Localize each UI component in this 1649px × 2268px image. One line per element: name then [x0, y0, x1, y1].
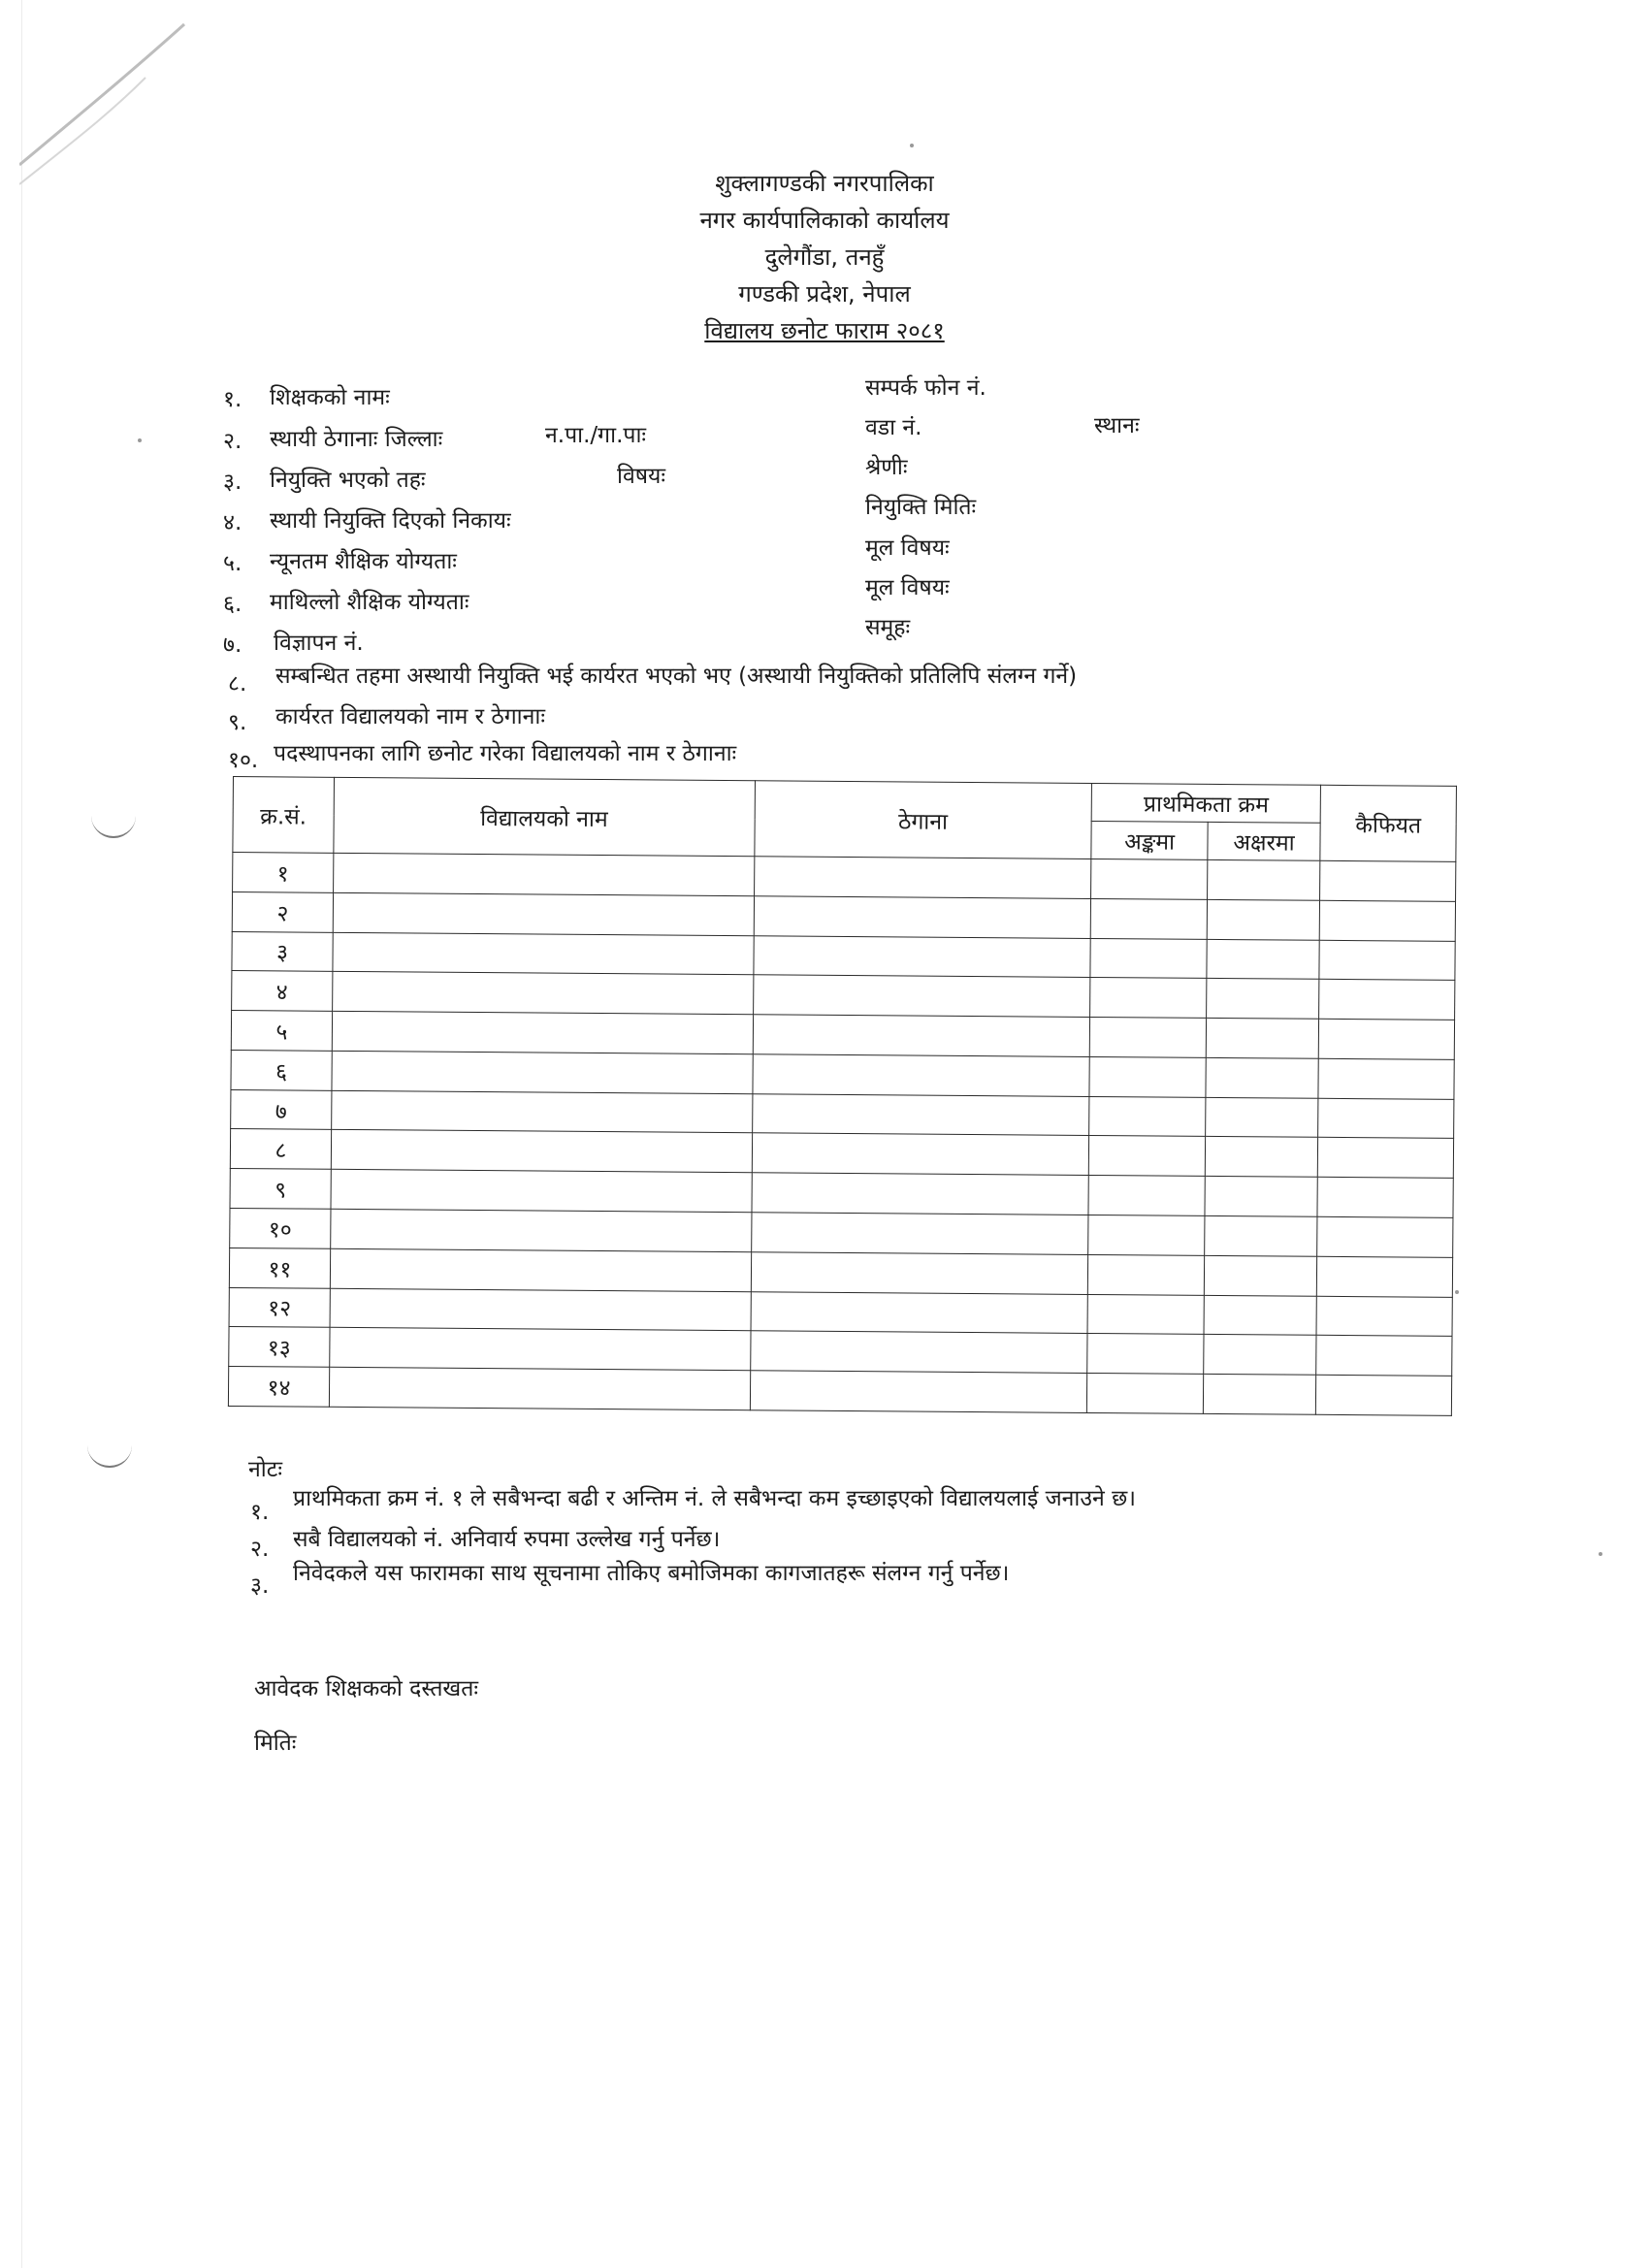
row-number: ७	[231, 1089, 332, 1130]
row-number: २	[232, 891, 333, 932]
field-number: १.	[223, 387, 242, 412]
row-number: ४	[232, 971, 333, 1012]
priority-digits-cell[interactable]	[1088, 1215, 1205, 1255]
label-main-subject: मूल विषयः	[865, 535, 950, 561]
signature-date: मितिः	[254, 1731, 297, 1756]
address-cell[interactable]	[751, 1213, 1088, 1255]
remarks-cell[interactable]	[1319, 900, 1455, 941]
school-name-cell[interactable]	[333, 853, 754, 895]
field-number: ७.	[223, 632, 242, 658]
priority-digits-cell[interactable]	[1090, 938, 1207, 979]
priority-words-cell[interactable]	[1204, 1295, 1316, 1336]
row-number: १०	[230, 1209, 331, 1249]
address-cell[interactable]	[750, 1331, 1087, 1374]
school-choice-table	[228, 776, 1457, 1416]
address-cell[interactable]	[753, 935, 1090, 978]
remarks-cell[interactable]	[1316, 1256, 1452, 1297]
address-cell[interactable]	[751, 1291, 1088, 1334]
address-cell[interactable]	[751, 1252, 1088, 1295]
label-ward: वडा नं.	[865, 415, 922, 440]
note-number: ३.	[250, 1573, 270, 1599]
field-appointing-body: स्थायी नियुक्ति दिएको निकायः	[270, 508, 511, 534]
row-number: ११	[229, 1247, 330, 1288]
label-main-subject: मूल विषयः	[865, 575, 950, 600]
school-name-cell[interactable]	[329, 1367, 750, 1409]
field-number: ४.	[223, 510, 242, 535]
field-current-school: कार्यरत विद्यालयको नाम र ठेगानाः	[275, 704, 545, 729]
priority-words-cell[interactable]	[1203, 1375, 1315, 1415]
field-number: ३.	[223, 470, 242, 495]
scan-speck	[138, 438, 142, 442]
field-advertisement-no: विज्ञापन नं.	[274, 631, 364, 656]
priority-words-cell[interactable]	[1207, 939, 1319, 980]
school-name-cell[interactable]	[331, 1130, 752, 1173]
address-cell[interactable]	[753, 1015, 1090, 1057]
school-name-cell[interactable]	[332, 1051, 753, 1093]
remarks-cell[interactable]	[1315, 1375, 1451, 1415]
remarks-cell[interactable]	[1318, 1098, 1454, 1139]
row-number: १४	[228, 1367, 329, 1408]
school-name-cell[interactable]	[330, 1328, 751, 1371]
remarks-cell[interactable]	[1316, 1296, 1452, 1337]
school-name-cell[interactable]	[333, 932, 754, 975]
priority-digits-cell[interactable]	[1088, 1136, 1205, 1177]
field-teacher-name: शिक्षकको नामः	[270, 385, 390, 410]
school-name-cell[interactable]	[333, 892, 754, 935]
remarks-cell[interactable]	[1319, 980, 1455, 1021]
row-number: ५	[231, 1011, 332, 1052]
priority-digits-cell[interactable]	[1091, 859, 1208, 899]
row-number: ६	[231, 1050, 332, 1090]
note-text: निवेदकले यस फारामका साथ सूचनामा तोकिए बमोजिमका कागजातहरू संलग्न गर्नु पर्नेछ।	[293, 1561, 1010, 1586]
label-place: स्थानः	[1094, 413, 1140, 438]
field-number: २.	[223, 429, 242, 454]
col-header-in-digits: अङ्कमा	[1091, 821, 1208, 859]
field-number: ९.	[228, 710, 247, 735]
col-header-serial: क्र.सं.	[233, 777, 335, 854]
priority-digits-cell[interactable]	[1088, 1176, 1205, 1216]
school-name-cell[interactable]	[333, 972, 754, 1015]
row-number: १	[233, 853, 334, 893]
label-appointment-date: नियुक्ति मितिः	[865, 495, 977, 520]
priority-digits-cell[interactable]	[1088, 1254, 1205, 1295]
address-cell[interactable]	[754, 896, 1091, 939]
address-cell[interactable]	[753, 975, 1090, 1018]
label-group: समूहः	[865, 615, 911, 640]
priority-digits-cell[interactable]	[1089, 1096, 1206, 1137]
remarks-cell[interactable]	[1316, 1336, 1452, 1377]
note-text: प्राथमिकता क्रम नं. १ ले सबैभन्दा बढी र अन्तिम नं. ले सबैभन्दा कम इच्छाइएको विद्यालयलाई जनाउने छ।	[293, 1486, 1136, 1511]
row-number: ८	[230, 1129, 331, 1170]
school-name-cell[interactable]	[331, 1209, 752, 1251]
remarks-cell[interactable]	[1319, 940, 1455, 981]
priority-digits-cell[interactable]	[1090, 978, 1207, 1019]
remarks-cell[interactable]	[1318, 1058, 1454, 1099]
school-name-cell[interactable]	[331, 1170, 752, 1213]
priority-words-cell[interactable]	[1205, 1137, 1317, 1178]
priority-words-cell[interactable]	[1204, 1255, 1316, 1296]
form-title: विद्यालय छनोट फाराम २०८१	[704, 317, 945, 344]
field-higher-qualification: माथिल्लो शैक्षिक योग्यताः	[270, 590, 469, 615]
remarks-cell[interactable]	[1318, 1019, 1454, 1059]
priority-words-cell[interactable]	[1206, 1097, 1318, 1138]
school-name-cell[interactable]	[330, 1248, 751, 1291]
label-subject: विषयः	[617, 464, 666, 489]
label-phone: सम्पर्क फोन नं.	[865, 375, 986, 401]
address-cell[interactable]	[750, 1371, 1087, 1413]
scan-speck	[1599, 1552, 1602, 1556]
priority-digits-cell[interactable]	[1087, 1374, 1204, 1414]
row-number: १३	[229, 1327, 330, 1368]
col-header-remarks: कैफियत	[1320, 785, 1457, 861]
priority-digits-cell[interactable]	[1090, 898, 1207, 939]
province-country: गण्डकी प्रदेश, नेपाल	[738, 280, 911, 308]
col-header-address: ठेगाना	[754, 781, 1091, 859]
priority-digits-cell[interactable]	[1087, 1294, 1204, 1335]
row-number: ९	[230, 1169, 331, 1210]
col-header-priority: प्राथमिकता क्रम	[1091, 783, 1320, 823]
priority-words-cell[interactable]	[1207, 899, 1319, 940]
row-number: ३	[232, 931, 333, 972]
school-name-cell[interactable]	[332, 1090, 753, 1133]
priority-digits-cell[interactable]	[1089, 1056, 1206, 1097]
field-temporary-appointment: सम्बन्धित तहमा अस्थायी नियुक्ति भई कार्यरत भएको भए (अस्थायी नियुक्तिको प्रतिलिपि संलग्न गर्ने)	[275, 664, 1078, 689]
remarks-cell[interactable]	[1317, 1216, 1453, 1257]
note-text: सबै विद्यालयको नं. अनिवार्य रुपमा उल्लेख गर्नु पर्नेछ।	[293, 1527, 721, 1552]
label-napa: न.पा./गा.पाः	[545, 423, 647, 448]
address-cell[interactable]	[752, 1054, 1089, 1097]
scan-speck	[910, 144, 914, 147]
office-location: दुलेगौंडा, तनहुँ	[764, 243, 885, 271]
notes-heading: नोटः	[248, 1457, 282, 1482]
field-number: ६.	[223, 592, 242, 617]
address-cell[interactable]	[752, 1173, 1089, 1215]
address-cell[interactable]	[752, 1133, 1089, 1176]
field-number: ५.	[223, 551, 242, 576]
field-min-qualification: न्यूनतम शैक्षिक योग्यताः	[270, 549, 457, 574]
field-permanent-address: स्थायी ठेगानाः जिल्लाः	[270, 427, 443, 452]
field-appointment-level: नियुक्ति भएको तहः	[270, 468, 426, 493]
col-header-school-name: विद्यालयको नाम	[334, 777, 755, 856]
priority-words-cell[interactable]	[1206, 1019, 1318, 1059]
remarks-cell[interactable]	[1320, 860, 1456, 901]
document-header	[0, 165, 1649, 349]
address-cell[interactable]	[752, 1093, 1089, 1136]
address-cell[interactable]	[754, 857, 1091, 899]
col-header-in-words: अक्षरमा	[1208, 822, 1320, 860]
note-number: १.	[250, 1500, 270, 1525]
priority-words-cell[interactable]	[1205, 1215, 1317, 1256]
remarks-cell[interactable]	[1317, 1178, 1453, 1218]
office-name: नगर कार्यपालिकाको कार्यालय	[699, 207, 950, 234]
priority-words-cell[interactable]	[1205, 1177, 1317, 1217]
field-number: ८.	[228, 671, 247, 697]
priority-digits-cell[interactable]	[1089, 1018, 1206, 1058]
municipality-name: शुक्लागण्डकी नगरपालिका	[715, 170, 934, 197]
note-number: २.	[250, 1537, 270, 1562]
field-selected-schools: पदस्थापनका लागि छनोट गरेका विद्यालयको नाम र ठेगानाः	[274, 741, 737, 766]
priority-digits-cell[interactable]	[1087, 1334, 1204, 1375]
priority-words-cell[interactable]	[1208, 859, 1320, 900]
school-name-cell[interactable]	[330, 1288, 751, 1331]
school-name-cell[interactable]	[332, 1011, 753, 1053]
priority-words-cell[interactable]	[1206, 1057, 1318, 1098]
label-grade: श्रेणीः	[865, 455, 908, 480]
field-number: १०.	[228, 748, 259, 773]
priority-words-cell[interactable]	[1204, 1335, 1316, 1376]
signature-label: आवेदक शिक्षकको दस्तखतः	[254, 1676, 479, 1701]
row-number: १२	[229, 1287, 330, 1328]
scan-speck	[1455, 1290, 1459, 1294]
remarks-cell[interactable]	[1317, 1138, 1453, 1179]
priority-words-cell[interactable]	[1207, 979, 1319, 1020]
